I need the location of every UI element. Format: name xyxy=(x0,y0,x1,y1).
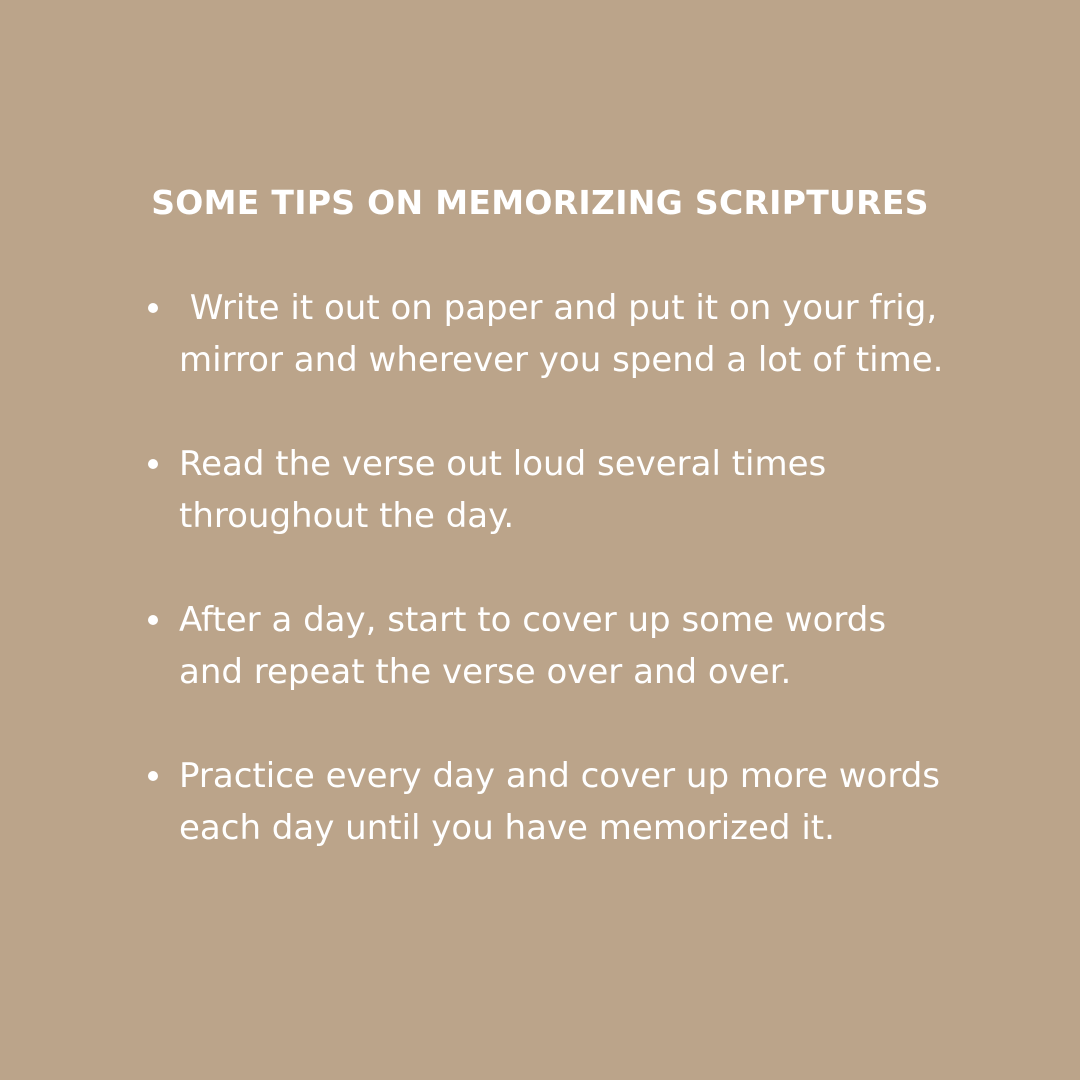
list-item xyxy=(145,282,1005,386)
tip-text-line: mirror and wherever you spend a lot of time. xyxy=(179,340,944,380)
page-title: SOME TIPS ON MEMORIZING SCRIPTURES xyxy=(151,183,929,222)
bullet-icon xyxy=(148,615,158,625)
list-item xyxy=(145,438,1005,542)
tip-text-line: After a day, start to cover up some words xyxy=(179,600,887,640)
tip-text-line: Practice every day and cover up more words xyxy=(179,756,941,796)
list-item xyxy=(145,594,1005,698)
bullet-icon xyxy=(148,459,158,469)
tip-text-line: Write it out on paper and put it on your frig, xyxy=(179,288,938,328)
list-item xyxy=(145,750,1005,854)
tip-text-line: and repeat the verse over and over. xyxy=(179,652,792,692)
bullet-icon xyxy=(148,303,158,313)
tip-text-line: each day until you have memorized it. xyxy=(179,808,835,848)
tips-list xyxy=(145,282,1005,854)
tip-text-line: throughout the day. xyxy=(179,496,515,536)
tip-text-line: Read the verse out loud several times xyxy=(179,444,827,484)
bullet-icon xyxy=(148,771,158,781)
